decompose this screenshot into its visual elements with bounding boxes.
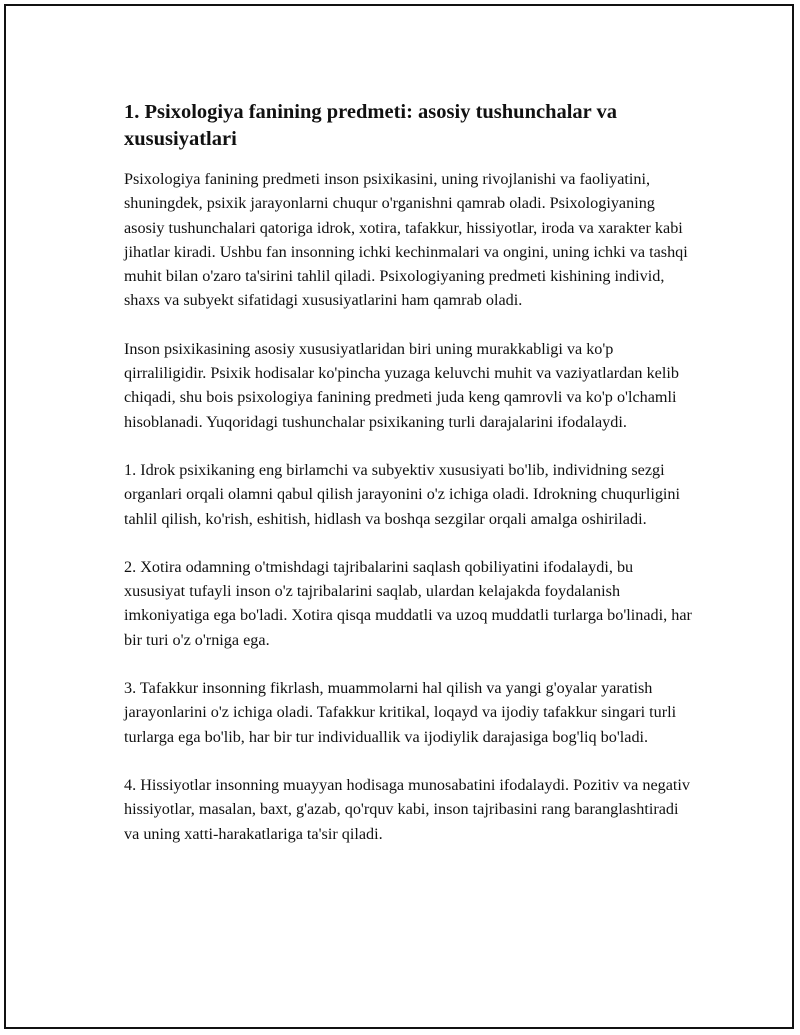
- paragraph-thinking: 3. Tafakkur insonning fikrlash, muammolarni hal qilish va yangi g'oyalar yaratish jarayonlarini o'z ichiga oladi. Tafakkur kritikal, loqayd va ijodiy tafakkur singari turli turlarga ega bo'lib, har bir tur individuallik va ijodiylik darajasiga bog'liq bo'ladi.: [124, 679, 677, 746]
- document-title: 1. Psixologiya fanining predmeti: asosiy tushunchalar va xususiyatlari: [124, 101, 618, 150]
- page-frame: [4, 4, 794, 1029]
- paragraph-psyche-features: Inson psixikasining asosiy xususiyatlaridan biri uning murakkabligi va ko'p qirraliligidir. Psixik hodisalar ko'pincha yuzaga keluvchi muhit va vaziyatlardan kelib chiqadi, shu bois psixologiya fanining predmeti juda keng qamrovli va ko'p o'lchamli hisoblanadi. Yuqoridagi tushunchalar psixikaning turli darajalarini ifodalaydi.: [124, 339, 679, 431]
- paragraph-memory: 2. Xotira odamning o'tmishdagi tajribalarini saqlash qobiliyatini ifodalaydi, bu xususiyat tufayli inson o'z tajribalarini saqlab, ulardan kelajakda foydalanish imkoniyatiga ega bo'ladi. Xotira qisqa muddatli va uzoq muddatli turlarga bo'linadi, har bir turi o'z o'rniga ega.: [124, 557, 692, 649]
- document-body: [124, 99, 694, 870]
- paragraph-intro: Psixologiya fanining predmeti inson psixikasini, uning rivojlanishi va faoliyatini, shuningdek, psixik jarayonlarni chuqur o'rganishni qamrab oladi. Psixologiyaning asosiy tushunchalari qatoriga idrok, xotira, tafakkur, hissiyotlar, iroda va xarakter kabi jihatlar kiradi. Ushbu fan insonning ichki kechinmalari va ongini, uning ichki va tashqi muhit bilan o'zaro ta'sirini tahlil qiladi. Psixologiyaning predmeti kishining individ, shaxs va subyekt sifatidagi xususiyatlarini ham qamrab oladi.: [124, 170, 688, 310]
- paragraph-perception: 1. Idrok psixikaning eng birlamchi va subyektiv xususiyati bo'lib, individning sezgi organlari orqali olamni qabul qilish jarayonini o'z ichiga oladi. Idrokning chuqurligini tahlil qilish, ko'rish, eshitish, hidlash va boshqa sezgilar orqali amalga oshiriladi.: [124, 460, 681, 528]
- paragraph-emotions: 4. Hissiyotlar insonning muayyan hodisaga munosabatini ifodalaydi. Pozitiv va negativ hissiyotlar, masalan, baxt, g'azab, qo'rquv kabi, inson tajribasini rang baranglashtiradi va uning xatti-harakatlariga ta'sir qiladi.: [124, 775, 691, 843]
